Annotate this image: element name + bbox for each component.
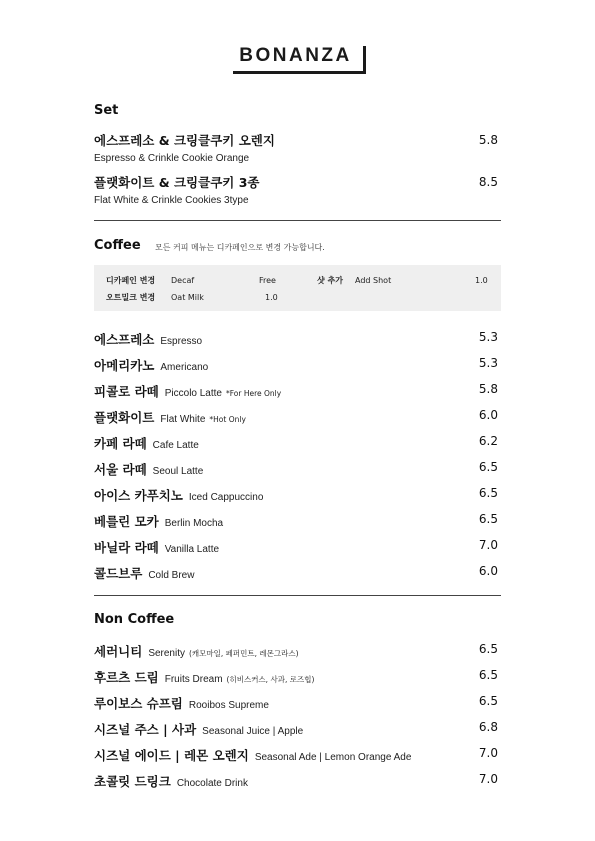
- menu-item-name-ko: 시즈널 에이드 | 레몬 오렌지: [94, 748, 249, 763]
- section-title-non-coffee: Non Coffee: [94, 612, 175, 627]
- menu-item-name-ko: 플랫화이트: [94, 410, 155, 425]
- menu-item-name-en: Iced Cappuccino: [188, 492, 264, 503]
- menu-item-name-en: Seasonal Juice | Apple: [202, 726, 304, 737]
- menu-item-price: 5.3: [478, 356, 498, 370]
- option-shot-price: 1.0: [475, 276, 488, 285]
- menu-item: [94, 329, 501, 347]
- set-item-name-ko: 에스프레소 & 크링클쿠키 오렌지: [94, 133, 275, 148]
- menu-item-price: 6.0: [478, 408, 498, 422]
- menu-item-name-ko: 후르츠 드림: [94, 670, 159, 685]
- menu-item-name-ko: 루이보스 슈프림: [94, 696, 183, 711]
- menu-item: [94, 537, 501, 555]
- menu-item-name-ko: 베를린 모카: [94, 514, 159, 529]
- menu-item-note: (캐모마일, 페퍼민트, 레몬그라스): [189, 649, 299, 658]
- menu-item-note: *Hot Only: [209, 415, 246, 424]
- menu-item: [94, 407, 501, 425]
- menu-item-name-en: Cold Brew: [148, 570, 195, 581]
- menu-item-price: 5.3: [478, 330, 498, 344]
- option-decaf-price: Free: [259, 276, 276, 285]
- menu-item: [94, 641, 501, 659]
- set-item-name-en: Espresso & Crinkle Cookie Orange: [94, 153, 250, 164]
- set-item: [94, 173, 501, 206]
- menu-item-price: 7.0: [478, 538, 498, 552]
- menu-item-name-ko: 세러니티: [94, 644, 143, 659]
- menu-item-price: 6.8: [478, 720, 498, 734]
- menu-item-name-ko: 시즈널 주스 | 사과: [94, 722, 197, 737]
- section-title-coffee: Coffee: [94, 238, 141, 253]
- menu-item-price: 6.5: [478, 512, 498, 526]
- option-shot-ko: 샷 추가: [317, 276, 343, 285]
- logo-box: [229, 42, 362, 70]
- menu-item-name-en: Espresso: [160, 336, 203, 347]
- menu-item: [94, 485, 501, 503]
- set-item-price: 8.5: [478, 175, 498, 189]
- menu-item: [94, 381, 501, 399]
- menu-item-name-en: Vanilla Latte: [164, 544, 220, 555]
- menu-item-name-ko: 아이스 카푸치노: [94, 488, 183, 503]
- set-item: [94, 131, 501, 164]
- menu-item-name-ko: 아메리카노: [94, 358, 155, 373]
- divider: [94, 220, 501, 221]
- option-oat-price: 1.0: [265, 293, 278, 302]
- menu-item-note: *For Here Only: [226, 389, 282, 398]
- divider: [94, 595, 501, 596]
- menu-item-name-en: Flat White: [160, 414, 206, 425]
- option-shot-en: Add Shot: [355, 276, 392, 285]
- option-oat-ko: 오트밀크 변경: [106, 293, 156, 302]
- menu-item-price: 6.0: [478, 564, 498, 578]
- menu-item-name-en: Seasonal Ade | Lemon Orange Ade: [254, 752, 412, 763]
- brand-name: BONANZA: [239, 45, 352, 66]
- set-item-name-ko: 플랫화이트 & 크링클쿠키 3종: [94, 175, 260, 190]
- set-item-price: 5.8: [478, 133, 498, 147]
- menu-item-name-en: Seoul Latte: [152, 466, 204, 477]
- menu-item-name-ko: 바닐라 라떼: [94, 540, 159, 555]
- menu-item-name-en: Berlin Mocha: [164, 518, 224, 529]
- option-decaf-ko: 디카페인 변경: [106, 276, 156, 285]
- menu-item-name-en: Fruits Dream: [164, 674, 223, 685]
- menu-item-name-en: Cafe Latte: [152, 440, 199, 451]
- menu-item: [94, 667, 501, 685]
- options-box: [94, 265, 501, 311]
- menu-item: [94, 355, 501, 373]
- menu-item-price: 6.5: [478, 486, 498, 500]
- menu-item: [94, 693, 501, 711]
- menu-item: [94, 745, 501, 763]
- menu-item-name-ko: 카페 라떼: [94, 436, 147, 451]
- menu-item-name-ko: 피콜로 라떼: [94, 384, 159, 399]
- menu-item-price: 6.5: [478, 642, 498, 656]
- menu-item-name-en: Piccolo Latte: [164, 388, 222, 399]
- menu-item-name-ko: 콜드브루: [94, 566, 143, 581]
- menu-item-name-ko: 서울 라떼: [94, 462, 147, 477]
- menu-item: [94, 771, 501, 789]
- menu-item-name-en: Chocolate Drink: [176, 778, 248, 789]
- coffee-note: 모든 커피 메뉴는 디카페인으로 변경 가능합니다.: [155, 243, 325, 252]
- menu-item-price: 6.5: [478, 460, 498, 474]
- brand-logo: [229, 42, 366, 74]
- menu-item-name-en: Americano: [160, 362, 209, 373]
- menu-item-price: 5.8: [478, 382, 498, 396]
- menu-item-name-ko: 초콜릿 드링크: [94, 774, 171, 789]
- menu-item-price: 6.5: [478, 694, 498, 708]
- set-item-name-en: Flat White & Crinkle Cookies 3type: [94, 195, 249, 206]
- menu-item-name-en: Rooibos Supreme: [188, 700, 269, 711]
- menu-item: [94, 719, 501, 737]
- menu-item-price: 6.2: [478, 434, 498, 448]
- menu-item: [94, 563, 501, 581]
- menu-item-note: (히비스커스, 사과, 로즈힙): [226, 675, 315, 684]
- menu-item: [94, 433, 501, 451]
- menu-item-name-ko: 에스프레소: [94, 332, 155, 347]
- menu-item-name-en: Serenity: [148, 648, 185, 659]
- option-oat-en: Oat Milk: [171, 293, 204, 302]
- option-decaf-en: Decaf: [171, 276, 195, 285]
- section-title-set: Set: [94, 103, 119, 118]
- menu-item: [94, 511, 501, 529]
- menu-item-price: 7.0: [478, 746, 498, 760]
- menu-item-price: 7.0: [478, 772, 498, 786]
- menu-item: [94, 459, 501, 477]
- menu-item-price: 6.5: [478, 668, 498, 682]
